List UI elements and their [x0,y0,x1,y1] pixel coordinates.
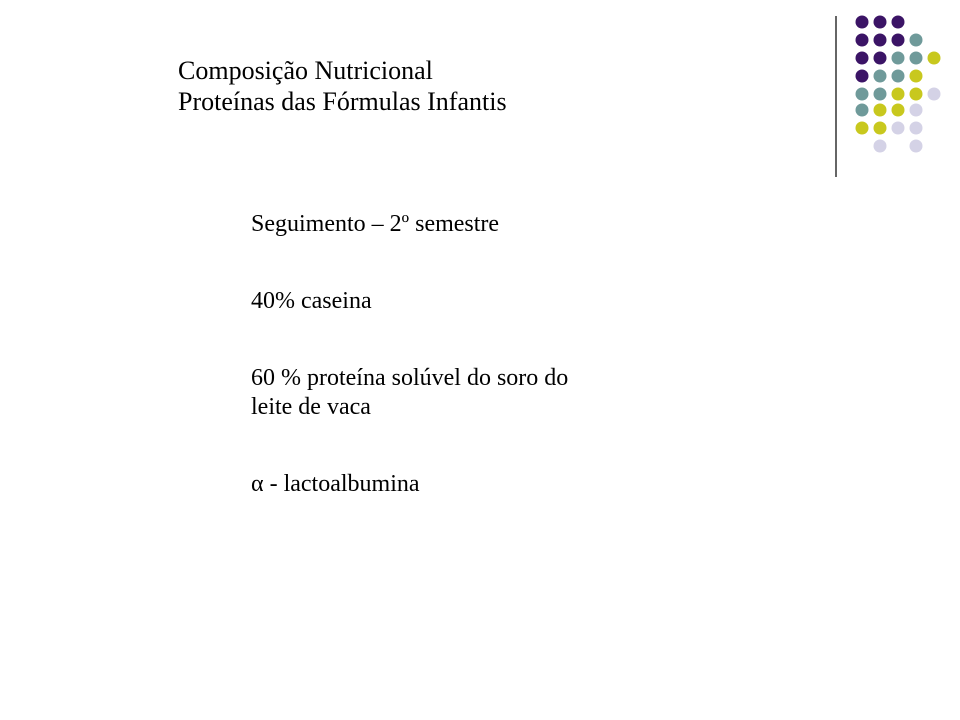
dot [874,122,887,135]
dot [856,104,869,117]
dot [892,88,905,101]
dot [892,122,905,135]
dot [856,52,869,65]
body-item-seguimento: Seguimento – 2º semestre [251,211,500,237]
dot [910,52,923,65]
dot [856,16,869,29]
dot [910,104,923,117]
title-line-1: Composição Nutricional [178,56,433,85]
dot [910,70,923,83]
body-item-proteina-line-1: 60 % proteína solúvel do soro do [251,365,569,391]
body-item-proteina-line-2: leite de vaca [251,394,371,420]
dot [874,16,887,29]
dot [856,70,869,83]
dot [856,88,869,101]
dot [928,52,941,65]
dot [910,140,923,153]
dot [910,122,923,135]
body-item-caseina: 40% caseina [251,288,372,314]
dot [874,52,887,65]
dot [910,88,923,101]
dot [892,52,905,65]
dot [910,34,923,47]
dot [928,88,941,101]
dot [856,122,869,135]
dot [892,16,905,29]
dot [892,70,905,83]
dot [874,104,887,117]
dot [874,88,887,101]
dot [874,34,887,47]
dot [892,104,905,117]
title-line-2: Proteínas das Fórmulas Infantis [178,87,507,116]
dot [892,34,905,47]
dot [874,140,887,153]
dot [856,34,869,47]
dot [874,70,887,83]
body-item-lactoalbumina: α - lactoalbumina [251,471,420,497]
